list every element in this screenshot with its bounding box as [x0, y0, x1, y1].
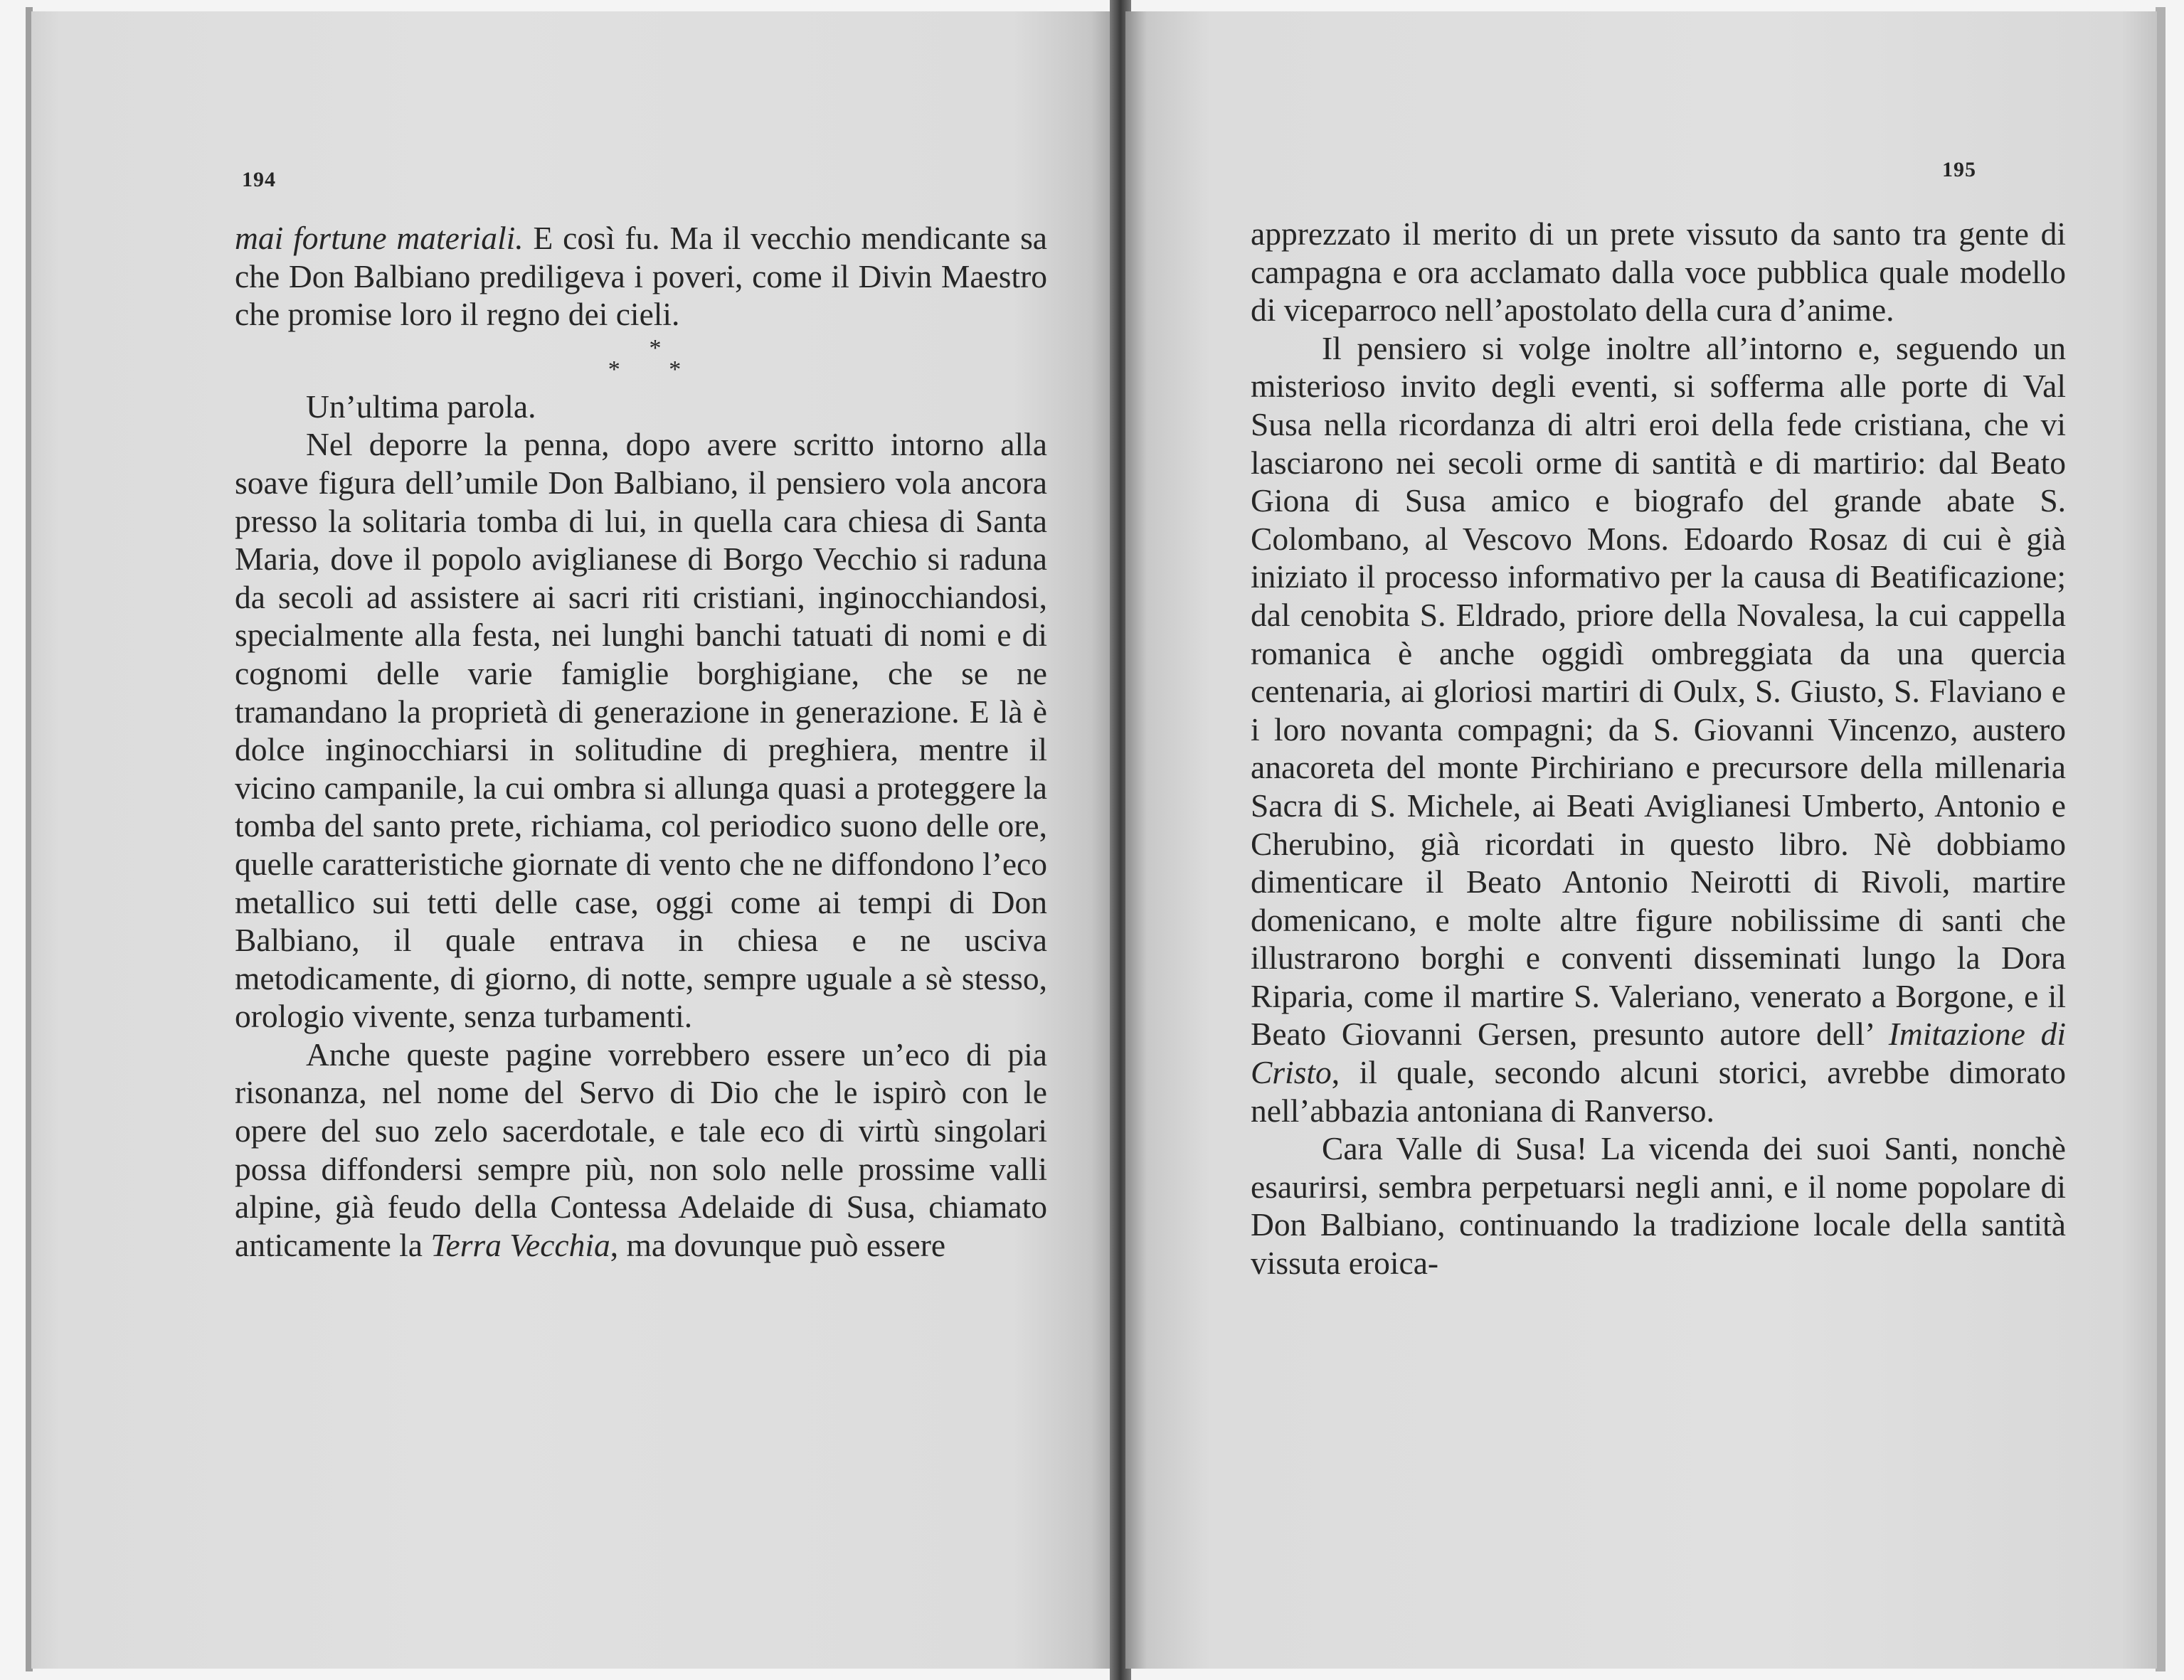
- right-page: [1125, 11, 2157, 1669]
- separator-bottom-stars: * *: [608, 356, 703, 383]
- left-paragraph-2-end: , ma dovunque può essere: [610, 1226, 946, 1263]
- opening-italic: mai fortune materiali.: [235, 220, 524, 256]
- left-paragraph-2: [235, 1036, 1047, 1265]
- left-paragraph-2-italic: Terra Vecchia: [430, 1226, 610, 1263]
- right-paragraph-2: [1251, 329, 2066, 1129]
- opening-paragraph: [235, 219, 1047, 334]
- section-separator: [235, 334, 1047, 383]
- right-paragraph-3: Cara Valle di Susa! La vicenda dei suoi Santi, nonchè esaurirsi, sembra perpetuarsi negli anni, e il nome popolare di Don Balbiano, continuando la tradizione locale della santità vissuta eroica-: [1251, 1130, 2066, 1282]
- page-number-left: 194: [242, 168, 276, 191]
- right-page-body: [1251, 215, 2066, 1282]
- page-number-right: 195: [1942, 158, 1976, 181]
- left-paragraph-2-start: Anche queste pagine vorrebbero essere un’eco di pia risonanza, nel nome del Servo di Dio che le ispirò con le opere del suo zelo sacerdotale, e tale eco di virtù singolari possa diffondersi sempre più, non solo nelle prossime valli alpine, già feudo della Contessa Adelaide di Susa, chiamato anticamente la: [235, 1036, 1047, 1263]
- left-page: [31, 11, 1120, 1669]
- right-paragraph-2-end: , il quale, secondo alcuni storici, avrebbe dimorato nell’abbazia antoniana di Ranverso.: [1251, 1054, 2066, 1129]
- right-paragraph-2-start: Il pensiero si volge inoltre all’intorno e, seguendo un misterioso invito degli eventi, si sofferma alle porte di Val Susa nella ricordanza di altri eroi della fede cristiana, che vi lasciarono nei secoli orme di santità e di martirio: dal Beato Giona di Susa amico e biografo del grande abate S. Colombano, al Vescovo Mons. Edoardo Rosaz di cui è già iniziato il processo informativo per la causa di Beatificazione; dal cenobita S. Eldrado, priore della Novalesa, la cui cappella romanica è anche oggidì ombreggiata da una quercia centenaria, ai gloriosi martiri di Oulx, S. Giusto, S. Flaviano e i loro novanta compagni; da S. Giovanni Vincenzo, austero anacoreta del monte Pirchiriano e precursore della millenaria Sacra di S. Michele, ai Beati Aviglianesi Umberto, Antonio e Cherubino, già ricordati in questo libro. Nè dobbiamo dimenticare il Beato Antonio Neirotti di Rivoli, martire domenicano, e molte altre figure nobilissime di santi che illustrarono borghi e conventi disseminati lungo la Dora Riparia, come il martire S. Valeriano, venerato a Borgone, e il Beato Giovanni Gersen, presunto autore dell’: [1251, 329, 2066, 1053]
- right-book-edge: [2156, 7, 2166, 1671]
- right-paragraph-1: apprezzato il merito di un prete vissuto da santo tra gente di campagna e ora acclamato dalla voce pubblica quale modello di viceparroco nell’apostolato della cura d’anime.: [1251, 216, 2066, 329]
- opening-rest: E così fu. Ma il vecchio mendicante sa che Don Balbiano prediligeva i poveri, come il Divin Maestro che promise loro il regno dei cieli.: [235, 220, 1047, 333]
- left-paragraph-1: Nel deporre la penna, dopo avere scritto intorno alla soave figura dell’umile Don Balbiano, il pensiero vola ancora presso la solitaria tomba di lui, in quella cara chiesa di Santa Maria, dove il popolo aviglianese di Borgo Vecchio si raduna da secoli ad assistere ai sacri riti cristiani, inginocchiandosi, specialmente alla festa, nei lunghi banchi tatuati di nomi e di cognomi delle varie famiglie borghigiane, che se ne tramandano la proprietà di generazione in generazione. E là è dolce inginocchiarsi in solitudine di preghiera, mentre il vicino campanile, la cui ombra si allunga quasi a proteggere la tomba del santo prete, richiama, col periodico suono delle ore, quelle caratteristiche giornate di vento che ne diffondono l’eco metallico sui tetti delle case, oggi come ai tempi di Don Balbiano, il quale entrava in chiesa e ne usciva metodicamente, di giorno, di notte, sempre uguale a sè stesso, orologio vivente, senza turbamenti.: [235, 426, 1047, 1035]
- closing-heading: Un’ultima parola.: [306, 388, 536, 425]
- right-paragraph-2-italic: Imitazione di Cristo: [1251, 1016, 2066, 1091]
- separator-top-star: *: [649, 334, 662, 361]
- left-page-body: [235, 219, 1047, 1264]
